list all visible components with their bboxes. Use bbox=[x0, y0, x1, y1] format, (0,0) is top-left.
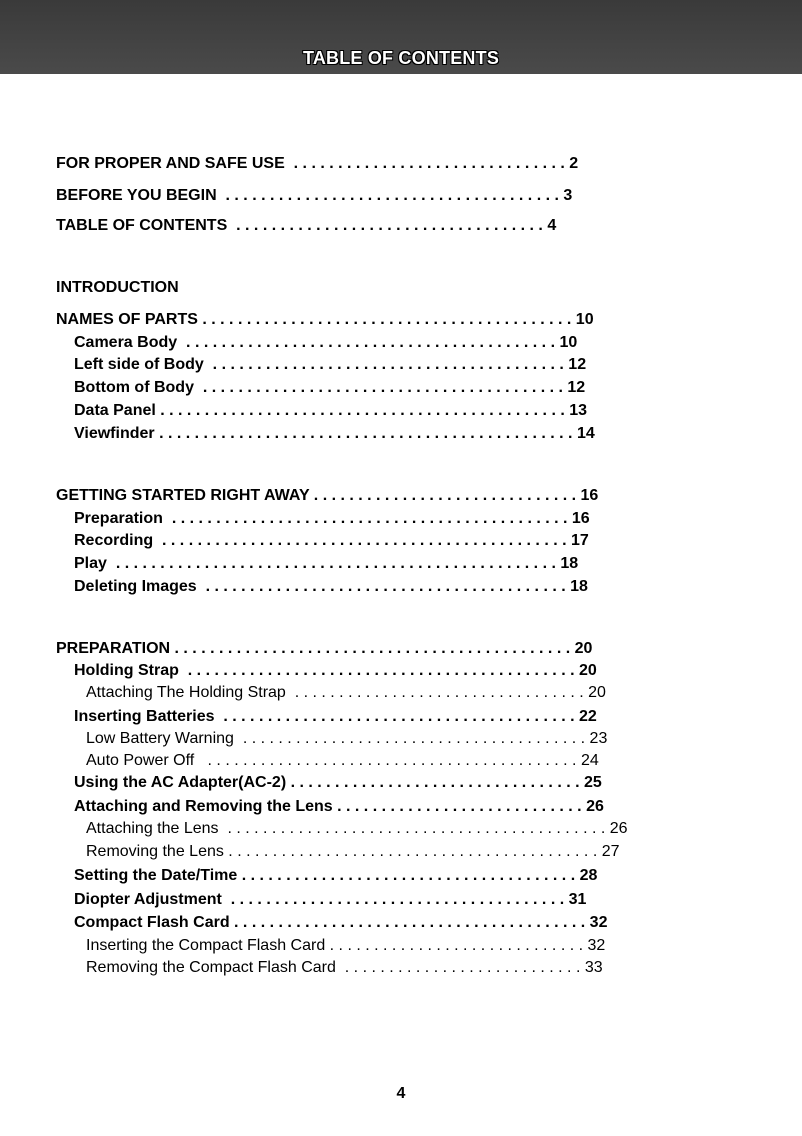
toc-entry-title: Auto Power Off bbox=[86, 752, 195, 769]
toc-entry-title: BEFORE YOU BEGIN bbox=[56, 187, 217, 204]
toc-entry-leader: . . . . . . . . . . . . . . . . . . . . . . . . . . . . . . . . . . . . . . . . . . . . . bbox=[162, 510, 572, 527]
toc-entry bbox=[86, 683, 606, 703]
toc-entry-page: 26 bbox=[609, 820, 628, 837]
toc-entry-page: 24 bbox=[580, 752, 599, 769]
toc-entry-leader: . . . . . . . . . . . . . . . . . . . . . . . . . . . . . . . . . . . . . . . . . . . . . . . bbox=[154, 425, 577, 442]
toc-entry bbox=[74, 913, 607, 933]
toc-entry-title: Attaching and Removing the Lens bbox=[74, 798, 333, 815]
toc-entry bbox=[74, 577, 588, 597]
toc-entry bbox=[56, 639, 592, 659]
toc-entry-leader: . . . . . . . . . . . . . . . . . . . . . . . . . . . . . . bbox=[309, 487, 581, 504]
toc-entry-page: 22 bbox=[579, 708, 597, 725]
toc-entry-leader: . . . . . . . . . . . . . . . . . . . . . . . . . . . . . . . bbox=[284, 155, 570, 172]
toc-entry-leader: . . . . . . . . . . . . . . . . . . . . . . . . . . . . . . . . . . . . . . . . . . bbox=[177, 334, 560, 351]
toc-entry-leader: . . . . . . . . . . . . . . . . . . . . . . . . . . . . . . . . . . . . . . . . . bbox=[196, 578, 571, 595]
toc-entry-leader: . . . . . . . . . . . . . . . . . . . . . . . . . . . . . . . . . . . . . . . . . . bbox=[223, 843, 602, 860]
toc-entry-leader: . . . . . . . . . . . . . . . . . . . . . . . . . . . . . . . . . . . . . . . . . . bbox=[194, 752, 581, 769]
toc-entry-page: 33 bbox=[584, 959, 603, 976]
toc-entry bbox=[86, 842, 620, 862]
toc-entry-title: Left side of Body bbox=[74, 356, 204, 373]
toc-entry bbox=[86, 751, 599, 771]
toc-entry-page: 2 bbox=[569, 155, 579, 172]
toc-entry-leader: . . . . . . . . . . . . . . . . . . . . . . . . . . . . . . . . . . . . . . . . . . . . bbox=[178, 662, 579, 679]
toc-entry-page: 12 bbox=[568, 356, 587, 373]
toc-entry-page: 23 bbox=[589, 730, 608, 747]
toc-entry-page: 26 bbox=[586, 798, 604, 815]
toc-entry-leader: . . . . . . . . . . . . . . . . . . . . . . . . . . . . . . . . . . . . . . . . . . . . . . . . . . bbox=[106, 555, 561, 572]
toc-entry-title: Inserting Batteries bbox=[74, 708, 215, 725]
toc-entry-leader: . . . . . . . . . . . . . . . . . . . . . . . . . . . . . . . . . . . . . . . . bbox=[229, 914, 590, 931]
toc-entry-leader: . . . . . . . . . . . . . . . . . . . . . . . . . . . . . . . . . . . . . . bbox=[237, 867, 580, 884]
toc-entry-page: 20 bbox=[578, 662, 597, 679]
toc-entry bbox=[74, 707, 597, 727]
toc-entry-title: Removing the Lens bbox=[86, 843, 224, 860]
toc-entry-leader: . . . . . . . . . . . . . . . . . . . . . . . . . . . . . . . . . . . . . . . . bbox=[203, 356, 569, 373]
page-number: 4 bbox=[396, 1085, 406, 1102]
toc-entry bbox=[74, 797, 604, 817]
toc-entry-page: 18 bbox=[570, 578, 588, 595]
toc-entry-page: 25 bbox=[584, 774, 602, 791]
toc-entry-title: Attaching The Holding Strap bbox=[86, 684, 286, 701]
toc-entry-leader: . . . . . . . . . . . . . . . . . . . . . . . . . . . . . . . . . . . . . . bbox=[216, 187, 564, 204]
toc-entry-title: Recording bbox=[74, 532, 154, 549]
toc-entry bbox=[74, 378, 585, 398]
toc-entry bbox=[86, 729, 607, 749]
toc-entry bbox=[74, 424, 595, 444]
toc-entry-leader: . . . . . . . . . . . . . . . . . . . . . . . . . . . . . . . . . . . . . . . . . . bbox=[197, 311, 576, 328]
toc-entry-leader: . . . . . . . . . . . . . . . . . . . . . . . . . . . bbox=[335, 959, 585, 976]
toc-entry-title: GETTING STARTED RIGHT AWAY bbox=[56, 487, 310, 504]
toc-entry-title: Setting the Date/Time bbox=[74, 867, 238, 884]
toc-entry bbox=[56, 310, 594, 330]
toc-entry bbox=[74, 890, 586, 910]
toc-entry-page: 10 bbox=[559, 334, 578, 351]
toc-entry-leader: . . . . . . . . . . . . . . . . . . . . . . . . . . . . . . . . . . . . . . . . . . . . . . bbox=[155, 402, 570, 419]
toc-entry-leader: . . . . . . . . . . . . . . . . . . . . . . . . . . . . . . . . . . . . . . . . . . . . . . bbox=[153, 532, 571, 549]
toc-entry-title: Inserting the Compact Flash Card bbox=[86, 937, 326, 954]
toc-entry-title: Bottom of Body bbox=[74, 379, 194, 396]
toc-entry-leader: . . . . . . . . . . . . . . . . . . . . . . . . . . . . . . . . . bbox=[285, 684, 589, 701]
toc-entry-title: INTRODUCTION bbox=[56, 279, 179, 296]
toc-entry-page: 10 bbox=[575, 311, 594, 328]
toc-entry-page: 17 bbox=[570, 532, 589, 549]
toc-entry bbox=[56, 486, 598, 506]
toc-entry-leader: . . . . . . . . . . . . . . . . . . . . . . . . . . . . . . . . . bbox=[286, 774, 584, 791]
toc-entry-page: 18 bbox=[560, 555, 579, 572]
toc-entry-leader: . . . . . . . . . . . . . . . . . . . . . . . . . . . . bbox=[332, 798, 587, 815]
toc-entry bbox=[86, 819, 628, 839]
toc-entry-title: Viewfinder bbox=[74, 425, 155, 442]
toc-entry-page: 28 bbox=[579, 867, 598, 884]
toc-entry-leader: . . . . . . . . . . . . . . . . . . . . . . . . . . . . . . . . . . . bbox=[227, 217, 548, 234]
toc-entry-leader: . . . . . . . . . . . . . . . . . . . . . . . . . . . . . . . . . . . . . . . . . . . . . bbox=[170, 640, 575, 657]
toc-entry-page: 16 bbox=[580, 487, 599, 504]
toc-entry bbox=[74, 333, 577, 353]
toc-entry bbox=[86, 936, 605, 956]
toc-entry-title: NAMES OF PARTS bbox=[56, 311, 198, 328]
toc-entry-leader: . . . . . . . . . . . . . . . . . . . . . . . . . . . . . . . . . . . . . . . . bbox=[214, 708, 579, 725]
toc-entry bbox=[74, 355, 586, 375]
toc-entry-title: Camera Body bbox=[74, 334, 178, 351]
toc-entry bbox=[56, 216, 556, 236]
toc-entry-page: 31 bbox=[568, 891, 587, 908]
toc-entry-page: 32 bbox=[589, 914, 608, 931]
toc-entry-page: 16 bbox=[571, 510, 590, 527]
toc-entry-title: TABLE OF CONTENTS bbox=[56, 217, 228, 234]
toc-entry-page: 3 bbox=[563, 187, 573, 204]
toc-entry-leader: . . . . . . . . . . . . . . . . . . . . . . . . . . . . . bbox=[325, 937, 588, 954]
toc-entry-page: 32 bbox=[587, 937, 606, 954]
toc-entry-title: Attaching the Lens bbox=[86, 820, 219, 837]
toc-entry bbox=[56, 186, 572, 206]
toc-entry bbox=[74, 866, 597, 886]
toc-entry-page: 20 bbox=[574, 640, 593, 657]
toc-entry-title: FOR PROPER AND SAFE USE bbox=[56, 155, 285, 172]
section-heading bbox=[56, 278, 179, 298]
toc-entry-title: Compact Flash Card bbox=[74, 914, 230, 931]
toc-entry-leader: . . . . . . . . . . . . . . . . . . . . . . . . . . . . . . . . . . . . . . bbox=[221, 891, 569, 908]
toc-entry-page: 4 bbox=[547, 217, 557, 234]
toc-entry bbox=[74, 661, 597, 681]
toc-entry-page: 13 bbox=[569, 402, 588, 419]
toc-entry bbox=[86, 958, 603, 978]
toc-entry bbox=[74, 773, 602, 793]
toc-entry-title: Play bbox=[74, 555, 107, 572]
toc-entry-leader: . . . . . . . . . . . . . . . . . . . . . . . . . . . . . . . . . . . . . . . bbox=[233, 730, 590, 747]
toc-entry-title: Using the AC Adapter(AC-2) bbox=[74, 774, 287, 791]
toc-entry-title: Preparation bbox=[74, 510, 163, 527]
toc-entry-title: Data Panel bbox=[74, 402, 156, 419]
toc-entry bbox=[56, 154, 578, 174]
toc-entry bbox=[74, 401, 587, 421]
toc-entry-title: PREPARATION bbox=[56, 640, 171, 657]
toc-entry-title: Removing the Compact Flash Card bbox=[86, 959, 336, 976]
page-title: TABLE OF CONTENTS bbox=[302, 48, 500, 68]
toc-entry bbox=[74, 509, 590, 529]
toc-entry-page: 14 bbox=[576, 425, 595, 442]
toc-entry-page: 20 bbox=[588, 684, 606, 701]
toc-entry-title: Diopter Adjustment bbox=[74, 891, 222, 908]
toc-entry-title: Holding Strap bbox=[74, 662, 179, 679]
toc-entry-title: Deleting Images bbox=[74, 578, 197, 595]
toc-entry-leader: . . . . . . . . . . . . . . . . . . . . . . . . . . . . . . . . . . . . . . . . . . . bbox=[218, 820, 610, 837]
toc-entry-title: Low Battery Warning bbox=[86, 730, 234, 747]
toc-entry bbox=[74, 554, 578, 574]
toc-entry-leader: . . . . . . . . . . . . . . . . . . . . . . . . . . . . . . . . . . . . . . . . . bbox=[193, 379, 568, 396]
toc-entry-page: 12 bbox=[567, 379, 586, 396]
toc-entry-page: 27 bbox=[601, 843, 620, 860]
toc-entry bbox=[74, 531, 589, 551]
